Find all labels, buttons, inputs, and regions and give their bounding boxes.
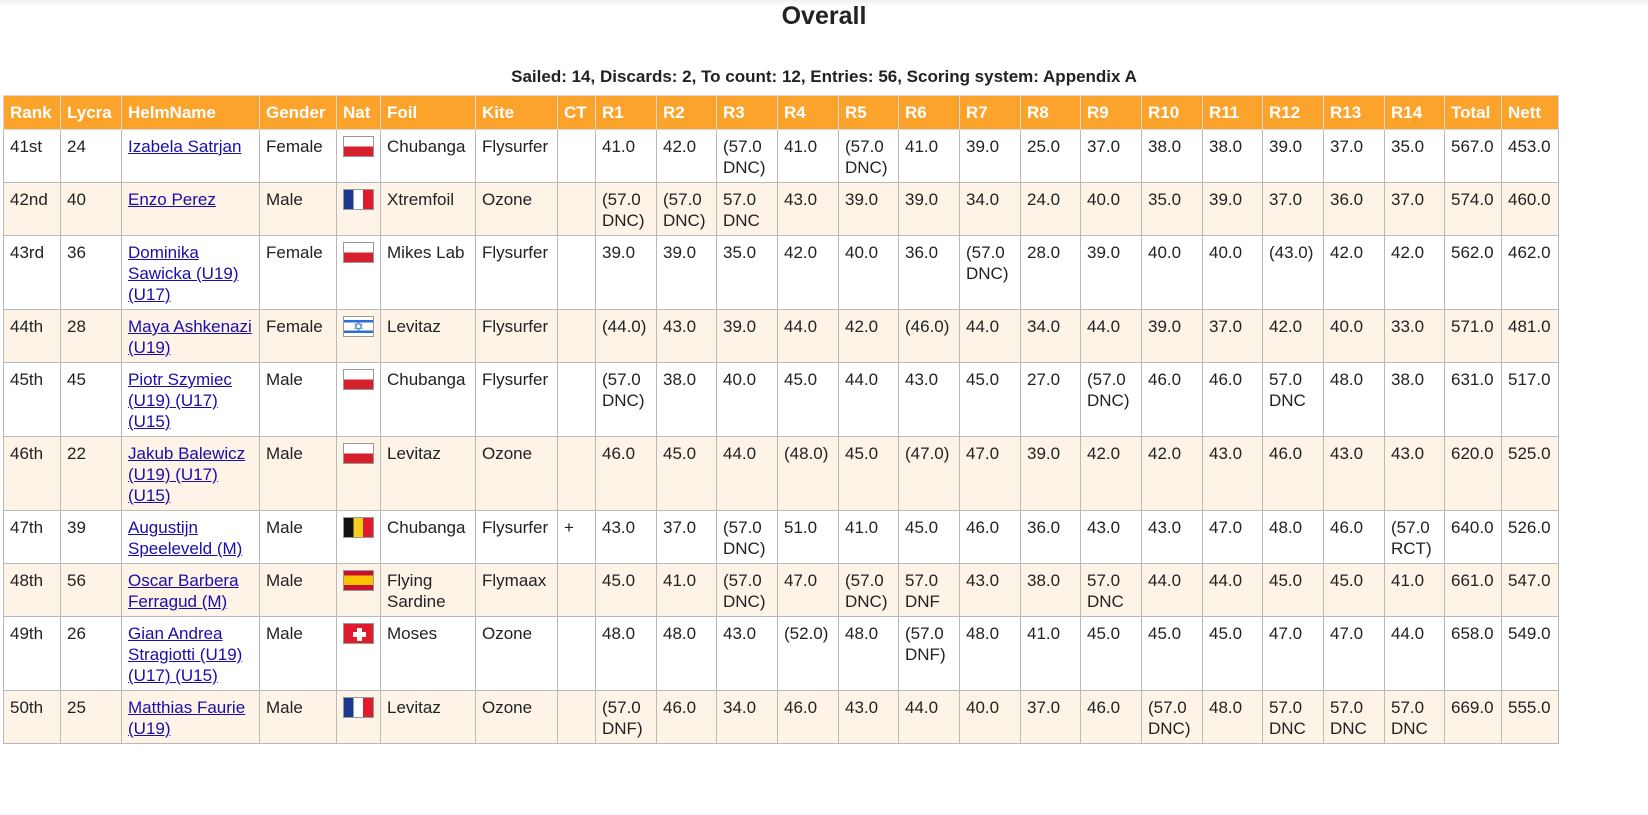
lycra-cell: 22 — [61, 437, 122, 511]
race-score-r13: 57.0 DNC — [1324, 691, 1385, 744]
foil-cell: Chubanga — [381, 511, 476, 564]
table-row — [4, 691, 1559, 744]
total-cell: 631.0 — [1445, 363, 1502, 437]
race-score-r8: 27.0 — [1021, 363, 1081, 437]
lycra-cell: 36 — [61, 236, 122, 310]
nett-cell: 481.0 — [1502, 310, 1559, 363]
helm-name-cell — [122, 236, 260, 310]
helm-name-cell — [122, 691, 260, 744]
race-score-r3: 57.0 DNC — [717, 183, 778, 236]
nationality-cell — [337, 236, 381, 310]
ct-cell — [558, 236, 596, 310]
helm-name-cell — [122, 183, 260, 236]
race-score-r12: (43.0) — [1263, 236, 1324, 310]
kite-cell: Flysurfer — [476, 511, 558, 564]
race-score-r13: 36.0 — [1324, 183, 1385, 236]
race-score-r5: 40.0 — [839, 236, 899, 310]
race-score-r4: 45.0 — [778, 363, 839, 437]
race-score-r13: 42.0 — [1324, 236, 1385, 310]
race-score-r3: 40.0 — [717, 363, 778, 437]
race-score-r4: (48.0) — [778, 437, 839, 511]
fr-flag-icon — [343, 189, 374, 210]
lycra-cell: 28 — [61, 310, 122, 363]
rank-cell: 47th — [4, 511, 61, 564]
race-score-r5: 43.0 — [839, 691, 899, 744]
race-score-r8: 24.0 — [1021, 183, 1081, 236]
race-score-r8: 41.0 — [1021, 617, 1081, 691]
column-header-nat[interactable]: Nat — [337, 96, 381, 130]
total-cell: 571.0 — [1445, 310, 1502, 363]
race-score-r12: 37.0 — [1263, 183, 1324, 236]
pl-flag-icon — [343, 136, 374, 157]
race-score-r1: (44.0) — [596, 310, 657, 363]
kite-cell: Flysurfer — [476, 130, 558, 183]
race-score-r11: 45.0 — [1203, 617, 1263, 691]
race-score-r3: 44.0 — [717, 437, 778, 511]
fr-flag-icon — [343, 697, 374, 718]
race-score-r5: (57.0 DNC) — [839, 130, 899, 183]
race-score-r3: 34.0 — [717, 691, 778, 744]
race-score-r10: 46.0 — [1142, 363, 1203, 437]
helm-name-cell — [122, 511, 260, 564]
race-score-r13: 40.0 — [1324, 310, 1385, 363]
race-score-r9: 37.0 — [1081, 130, 1142, 183]
race-score-r14: 38.0 — [1385, 363, 1445, 437]
race-score-r6: 39.0 — [899, 183, 960, 236]
nationality-cell — [337, 437, 381, 511]
total-cell: 669.0 — [1445, 691, 1502, 744]
race-score-r4: 42.0 — [778, 236, 839, 310]
gender-cell: Male — [260, 564, 337, 617]
race-score-r12: 46.0 — [1263, 437, 1324, 511]
race-score-r2: 38.0 — [657, 363, 717, 437]
gender-cell: Male — [260, 363, 337, 437]
column-header-r13[interactable]: R13 — [1324, 96, 1385, 130]
helm-name-cell — [122, 617, 260, 691]
race-score-r13: 37.0 — [1324, 130, 1385, 183]
kite-cell: Flysurfer — [476, 363, 558, 437]
total-cell: 658.0 — [1445, 617, 1502, 691]
race-score-r6: 57.0 DNF — [899, 564, 960, 617]
race-score-r14: 43.0 — [1385, 437, 1445, 511]
race-score-r5: 45.0 — [839, 437, 899, 511]
race-score-r9: 39.0 — [1081, 236, 1142, 310]
race-score-r2: 48.0 — [657, 617, 717, 691]
race-score-r12: 48.0 — [1263, 511, 1324, 564]
ct-cell — [558, 691, 596, 744]
lycra-cell: 24 — [61, 130, 122, 183]
helm-name-link[interactable]: Dominika Sawicka (U19) (U17) — [128, 243, 239, 304]
race-score-r7: 40.0 — [960, 691, 1021, 744]
race-score-r1: 41.0 — [596, 130, 657, 183]
helm-name-cell — [122, 564, 260, 617]
results-table — [3, 95, 1559, 744]
race-score-r11: 48.0 — [1203, 691, 1263, 744]
race-score-r12: 39.0 — [1263, 130, 1324, 183]
race-score-r6: 45.0 — [899, 511, 960, 564]
race-score-r10: (57.0 DNC) — [1142, 691, 1203, 744]
foil-cell: Levitaz — [381, 691, 476, 744]
race-score-r11: 38.0 — [1203, 130, 1263, 183]
race-score-r8: 28.0 — [1021, 236, 1081, 310]
column-header-rank[interactable]: Rank — [4, 96, 61, 130]
race-score-r13: 43.0 — [1324, 437, 1385, 511]
race-score-r12: 47.0 — [1263, 617, 1324, 691]
foil-cell: Flying Sardine — [381, 564, 476, 617]
lycra-cell: 40 — [61, 183, 122, 236]
total-cell: 640.0 — [1445, 511, 1502, 564]
lycra-cell: 56 — [61, 564, 122, 617]
race-score-r1: 43.0 — [596, 511, 657, 564]
lycra-cell: 25 — [61, 691, 122, 744]
es-flag-icon — [343, 570, 374, 591]
race-score-r1: 39.0 — [596, 236, 657, 310]
race-score-r13: 48.0 — [1324, 363, 1385, 437]
race-score-r4: 46.0 — [778, 691, 839, 744]
table-row — [4, 617, 1559, 691]
race-score-r6: 41.0 — [899, 130, 960, 183]
foil-cell: Chubanga — [381, 130, 476, 183]
race-score-r6: (46.0) — [899, 310, 960, 363]
race-score-r6: (47.0) — [899, 437, 960, 511]
race-score-r2: (57.0 DNC) — [657, 183, 717, 236]
ct-cell — [558, 564, 596, 617]
race-score-r13: 46.0 — [1324, 511, 1385, 564]
race-score-r3: (57.0 DNC) — [717, 130, 778, 183]
kite-cell: Flysurfer — [476, 310, 558, 363]
race-score-r8: 34.0 — [1021, 310, 1081, 363]
race-score-r5: (57.0 DNC) — [839, 564, 899, 617]
helm-name-link[interactable]: Oscar Barbera Ferragud (M) — [128, 571, 239, 611]
rank-cell: 50th — [4, 691, 61, 744]
table-row — [4, 437, 1559, 511]
kite-cell: Flymaax — [476, 564, 558, 617]
column-header-r1[interactable]: R1 — [596, 96, 657, 130]
race-score-r11: 46.0 — [1203, 363, 1263, 437]
column-header-r8[interactable]: R8 — [1021, 96, 1081, 130]
race-score-r5: 48.0 — [839, 617, 899, 691]
foil-cell: Levitaz — [381, 310, 476, 363]
race-score-r3: (57.0 DNC) — [717, 564, 778, 617]
race-score-r8: 38.0 — [1021, 564, 1081, 617]
kite-cell: Ozone — [476, 183, 558, 236]
nationality-cell — [337, 617, 381, 691]
race-score-r12: 57.0 DNC — [1263, 363, 1324, 437]
race-score-r2: 46.0 — [657, 691, 717, 744]
nationality-cell — [337, 511, 381, 564]
ct-cell — [558, 617, 596, 691]
total-cell: 620.0 — [1445, 437, 1502, 511]
nett-cell: 453.0 — [1502, 130, 1559, 183]
race-score-r7: 47.0 — [960, 437, 1021, 511]
nationality-cell — [337, 564, 381, 617]
column-header-r11[interactable]: R11 — [1203, 96, 1263, 130]
race-score-r2: 43.0 — [657, 310, 717, 363]
race-score-r14: 33.0 — [1385, 310, 1445, 363]
foil-cell: Chubanga — [381, 363, 476, 437]
column-header-r6[interactable]: R6 — [899, 96, 960, 130]
helm-name-link[interactable]: Enzo Perez — [128, 190, 216, 209]
race-score-r7: 34.0 — [960, 183, 1021, 236]
race-score-r4: 47.0 — [778, 564, 839, 617]
race-score-r1: (57.0 DNF) — [596, 691, 657, 744]
race-score-r7: 39.0 — [960, 130, 1021, 183]
helm-name-cell — [122, 437, 260, 511]
ct-cell — [558, 363, 596, 437]
race-score-r4: (52.0) — [778, 617, 839, 691]
column-header-gender[interactable]: Gender — [260, 96, 337, 130]
race-score-r13: 47.0 — [1324, 617, 1385, 691]
il-flag-icon — [343, 316, 374, 337]
race-score-r14: 41.0 — [1385, 564, 1445, 617]
race-score-r10: 44.0 — [1142, 564, 1203, 617]
race-score-r9: 44.0 — [1081, 310, 1142, 363]
nationality-cell — [337, 363, 381, 437]
column-header-r10[interactable]: R10 — [1142, 96, 1203, 130]
race-score-r9: 43.0 — [1081, 511, 1142, 564]
table-row — [4, 564, 1559, 617]
table-row — [4, 236, 1559, 310]
nett-cell: 526.0 — [1502, 511, 1559, 564]
ct-cell — [558, 183, 596, 236]
helm-name-link[interactable]: Gian Andrea Stragiotti (U19) (U17) (U15) — [128, 624, 243, 685]
column-header-r7[interactable]: R7 — [960, 96, 1021, 130]
race-score-r4: 44.0 — [778, 310, 839, 363]
race-score-r4: 43.0 — [778, 183, 839, 236]
gender-cell: Female — [260, 236, 337, 310]
race-score-r12: 45.0 — [1263, 564, 1324, 617]
race-score-r2: 42.0 — [657, 130, 717, 183]
race-score-r10: 40.0 — [1142, 236, 1203, 310]
race-score-r6: (57.0 DNF) — [899, 617, 960, 691]
race-score-r3: (57.0 DNC) — [717, 511, 778, 564]
column-header-helmname[interactable]: HelmName — [122, 96, 260, 130]
be-flag-icon — [343, 517, 374, 538]
column-header-r5[interactable]: R5 — [839, 96, 899, 130]
race-score-r14: 35.0 — [1385, 130, 1445, 183]
column-header-r9[interactable]: R9 — [1081, 96, 1142, 130]
ct-cell — [558, 437, 596, 511]
race-score-r8: 37.0 — [1021, 691, 1081, 744]
race-score-r9: 46.0 — [1081, 691, 1142, 744]
nationality-cell — [337, 130, 381, 183]
lycra-cell: 45 — [61, 363, 122, 437]
nett-cell: 517.0 — [1502, 363, 1559, 437]
lycra-cell: 39 — [61, 511, 122, 564]
pl-flag-icon — [343, 443, 374, 464]
race-score-r5: 44.0 — [839, 363, 899, 437]
header-row — [4, 96, 1559, 130]
race-score-r1: (57.0 DNC) — [596, 183, 657, 236]
page-title: Overall — [781, 2, 867, 30]
helm-name-link[interactable]: Maya Ashkenazi (U19) — [128, 317, 252, 357]
race-score-r7: 48.0 — [960, 617, 1021, 691]
nett-cell: 462.0 — [1502, 236, 1559, 310]
race-score-r5: 39.0 — [839, 183, 899, 236]
kite-cell: Ozone — [476, 437, 558, 511]
race-score-r8: 39.0 — [1021, 437, 1081, 511]
column-header-lycra[interactable]: Lycra — [61, 96, 122, 130]
column-header-r2[interactable]: R2 — [657, 96, 717, 130]
ct-cell — [558, 310, 596, 363]
results-body — [4, 130, 1559, 744]
race-score-r1: 45.0 — [596, 564, 657, 617]
column-header-nett[interactable]: Nett — [1502, 96, 1559, 130]
race-score-r5: 41.0 — [839, 511, 899, 564]
series-summary: Sailed: 14, Discards: 2, To count: 12, Entries: 56, Scoring system: Appendix A — [511, 67, 1137, 86]
gender-cell: Male — [260, 437, 337, 511]
gender-cell: Female — [260, 130, 337, 183]
table-row — [4, 511, 1559, 564]
race-score-r2: 37.0 — [657, 511, 717, 564]
gender-cell: Male — [260, 617, 337, 691]
race-score-r2: 41.0 — [657, 564, 717, 617]
race-score-r9: (57.0 DNC) — [1081, 363, 1142, 437]
rank-cell: 46th — [4, 437, 61, 511]
race-score-r11: 44.0 — [1203, 564, 1263, 617]
race-score-r13: 45.0 — [1324, 564, 1385, 617]
race-score-r14: (57.0 RCT) — [1385, 511, 1445, 564]
race-score-r9: 57.0 DNC — [1081, 564, 1142, 617]
total-cell: 661.0 — [1445, 564, 1502, 617]
helm-name-cell — [122, 363, 260, 437]
race-score-r10: 42.0 — [1142, 437, 1203, 511]
race-score-r7: 44.0 — [960, 310, 1021, 363]
race-score-r14: 57.0 DNC — [1385, 691, 1445, 744]
race-score-r12: 57.0 DNC — [1263, 691, 1324, 744]
helm-name-link[interactable]: Piotr Szymiec (U19) (U17) (U15) — [128, 370, 232, 431]
column-header-r12[interactable]: R12 — [1263, 96, 1324, 130]
foil-cell: Levitaz — [381, 437, 476, 511]
rank-cell: 44th — [4, 310, 61, 363]
lycra-cell: 26 — [61, 617, 122, 691]
foil-cell: Moses — [381, 617, 476, 691]
nett-cell: 460.0 — [1502, 183, 1559, 236]
race-score-r11: 43.0 — [1203, 437, 1263, 511]
race-score-r12: 42.0 — [1263, 310, 1324, 363]
race-score-r14: 42.0 — [1385, 236, 1445, 310]
race-score-r10: 45.0 — [1142, 617, 1203, 691]
race-score-r9: 40.0 — [1081, 183, 1142, 236]
nett-cell: 547.0 — [1502, 564, 1559, 617]
race-score-r2: 39.0 — [657, 236, 717, 310]
column-header-foil[interactable]: Foil — [381, 96, 476, 130]
race-score-r6: 44.0 — [899, 691, 960, 744]
race-score-r7: 45.0 — [960, 363, 1021, 437]
race-score-r9: 42.0 — [1081, 437, 1142, 511]
nationality-cell — [337, 310, 381, 363]
race-score-r10: 39.0 — [1142, 310, 1203, 363]
race-score-r8: 25.0 — [1021, 130, 1081, 183]
pl-flag-icon — [343, 369, 374, 390]
table-row — [4, 183, 1559, 236]
race-score-r11: 40.0 — [1203, 236, 1263, 310]
column-header-total[interactable]: Total — [1445, 96, 1502, 130]
kite-cell: Ozone — [476, 691, 558, 744]
race-score-r10: 43.0 — [1142, 511, 1203, 564]
race-score-r3: 35.0 — [717, 236, 778, 310]
column-header-kite[interactable]: Kite — [476, 96, 558, 130]
nationality-cell — [337, 183, 381, 236]
race-score-r1: (57.0 DNC) — [596, 363, 657, 437]
race-score-r7: 43.0 — [960, 564, 1021, 617]
ch-flag-icon — [343, 623, 374, 644]
race-score-r6: 36.0 — [899, 236, 960, 310]
total-cell: 562.0 — [1445, 236, 1502, 310]
race-score-r10: 35.0 — [1142, 183, 1203, 236]
race-score-r11: 39.0 — [1203, 183, 1263, 236]
pl-flag-icon — [343, 242, 374, 263]
helm-name-link[interactable]: Matthias Faurie (U19) — [128, 698, 246, 738]
nett-cell: 555.0 — [1502, 691, 1559, 744]
race-score-r5: 42.0 — [839, 310, 899, 363]
ct-cell — [558, 130, 596, 183]
race-score-r14: 37.0 — [1385, 183, 1445, 236]
rank-cell: 48th — [4, 564, 61, 617]
table-row — [4, 310, 1559, 363]
gender-cell: Male — [260, 691, 337, 744]
rank-cell: 45th — [4, 363, 61, 437]
race-score-r11: 37.0 — [1203, 310, 1263, 363]
race-score-r3: 39.0 — [717, 310, 778, 363]
column-header-r14[interactable]: R14 — [1385, 96, 1445, 130]
ct-cell: + — [558, 511, 596, 564]
column-header-r3[interactable]: R3 — [717, 96, 778, 130]
rank-cell: 43rd — [4, 236, 61, 310]
total-cell: 567.0 — [1445, 130, 1502, 183]
gender-cell: Male — [260, 183, 337, 236]
helm-name-cell — [122, 130, 260, 183]
nationality-cell — [337, 691, 381, 744]
helm-name-cell — [122, 310, 260, 363]
gender-cell: Female — [260, 310, 337, 363]
rank-cell: 42nd — [4, 183, 61, 236]
race-score-r2: 45.0 — [657, 437, 717, 511]
race-score-r1: 48.0 — [596, 617, 657, 691]
race-score-r8: 36.0 — [1021, 511, 1081, 564]
table-row — [4, 130, 1559, 183]
helm-name-link[interactable]: Jakub Balewicz (U19) (U17) (U15) — [128, 444, 246, 505]
race-score-r3: 43.0 — [717, 617, 778, 691]
helm-name-link[interactable]: Augustijn Speeleveld (M) — [128, 518, 243, 558]
rank-cell: 49th — [4, 617, 61, 691]
race-score-r11: 47.0 — [1203, 511, 1263, 564]
total-cell: 574.0 — [1445, 183, 1502, 236]
race-score-r6: 43.0 — [899, 363, 960, 437]
race-score-r1: 46.0 — [596, 437, 657, 511]
race-score-r7: (57.0 DNC) — [960, 236, 1021, 310]
race-score-r4: 41.0 — [778, 130, 839, 183]
column-header-ct[interactable]: CT — [558, 96, 596, 130]
nett-cell: 549.0 — [1502, 617, 1559, 691]
column-header-r4[interactable]: R4 — [778, 96, 839, 130]
gender-cell: Male — [260, 511, 337, 564]
kite-cell: Ozone — [476, 617, 558, 691]
race-score-r7: 46.0 — [960, 511, 1021, 564]
kite-cell: Flysurfer — [476, 236, 558, 310]
race-score-r4: 51.0 — [778, 511, 839, 564]
nett-cell: 525.0 — [1502, 437, 1559, 511]
foil-cell: Mikes Lab — [381, 236, 476, 310]
table-row — [4, 363, 1559, 437]
rank-cell: 41st — [4, 130, 61, 183]
race-score-r10: 38.0 — [1142, 130, 1203, 183]
race-score-r14: 44.0 — [1385, 617, 1445, 691]
helm-name-link[interactable]: Izabela Satrjan — [128, 137, 242, 156]
foil-cell: Xtremfoil — [381, 183, 476, 236]
race-score-r9: 45.0 — [1081, 617, 1142, 691]
